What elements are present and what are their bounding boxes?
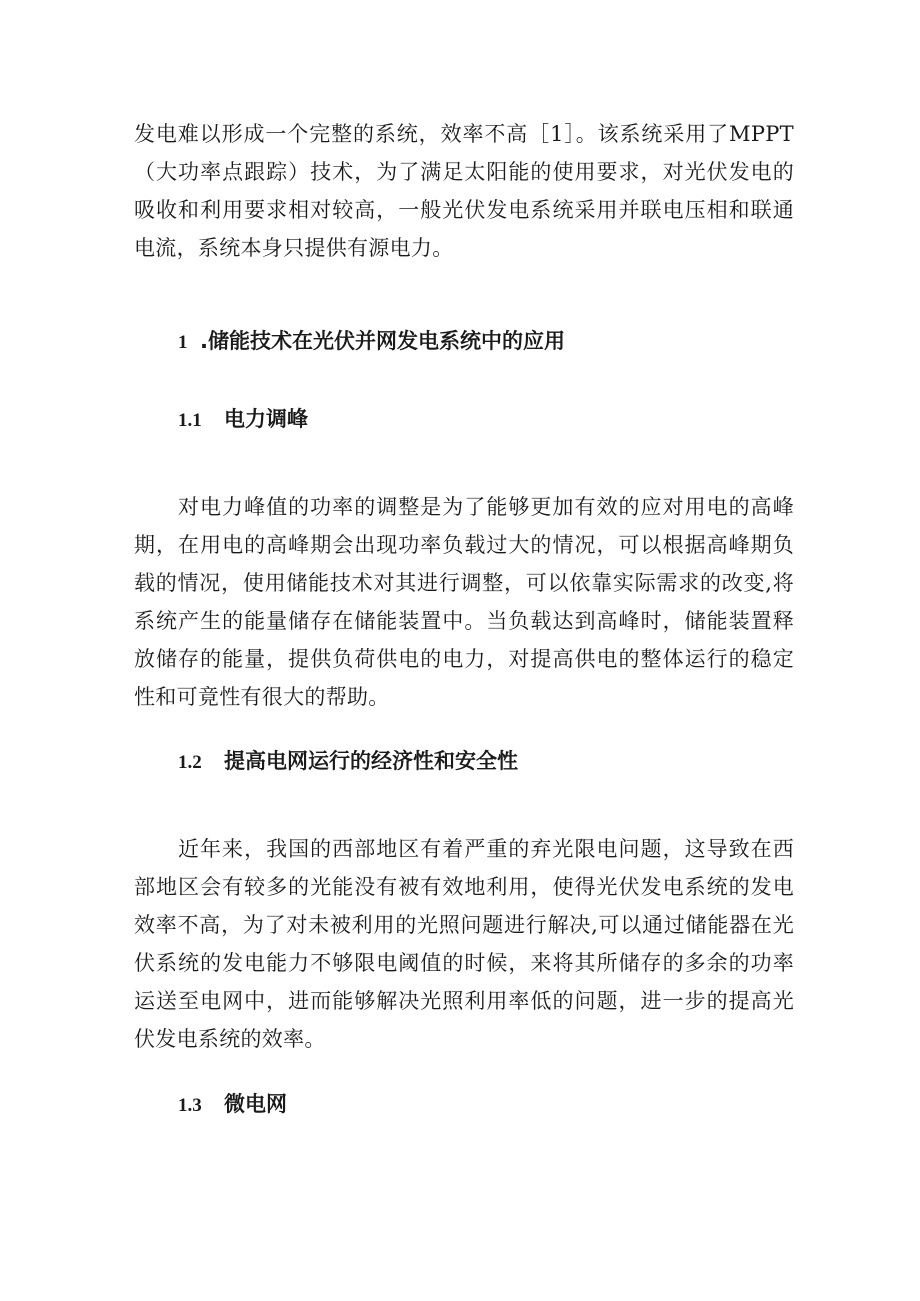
subsection-number: 1.3 <box>178 1095 202 1116</box>
subsection-heading-1-3 <box>178 1089 287 1121</box>
section-heading-1 <box>178 326 565 358</box>
intro-paragraph: 发电难以形成一个完整的系统，效率不高［1］。该系统采用了MPPT（大功率点跟踪）技术，为了满足太阳能的使用要求，对光伏发电的吸收和利用要求相对较高，一般光伏发电系统采用并联电压相和联通电流，系统本身只提供有源电力。 <box>134 122 794 260</box>
subsection-title: 提高电网运行的经济性和安全性 <box>224 749 518 773</box>
subsection-title: 微电网 <box>224 1092 287 1116</box>
subsection-heading-1-2 <box>178 746 518 778</box>
paragraph-1-2: 近年来，我国的西部地区有着严重的弃光限电问题，这导致在西部地区会有较多的光能没有被有效地利用，使得光伏发电系统的发电效率不高，为了对未被利用的光照问题进行解决,可以通过储能器在光伏系统的发电能力不够限电阈值的时候，来将其所储存的多余的功率运送至电网中，进而能够解决光照利用率低的问题，进一步的提高光伏发电系统的效率。 <box>134 837 794 1051</box>
subsection-number: 1.1 <box>178 410 202 431</box>
subsection-heading-1-1 <box>178 404 308 436</box>
subsection-title: 电力调峰 <box>224 407 308 431</box>
paragraph-1-1: 对电力峰值的功率的调整是为了能够更加有效的应对用电的高峰期，在用电的高峰期会出现功率负载过大的情况，可以根据高峰期负载的情况，使用储能技术对其进行调整，可以依靠实际需求的改变,将系统产生的能量储存在储能装置中。当负载达到高峰时，储能装置释放储存的能量，提供负荷供电的电力，对提高供电的整体运行的稳定性和可竟性有很大的帮助。 <box>134 495 794 709</box>
section-number: 1 <box>178 332 188 353</box>
section-title: .储能技术在光伏并网发电系统中的应用 <box>200 329 565 353</box>
subsection-number: 1.2 <box>178 752 202 773</box>
